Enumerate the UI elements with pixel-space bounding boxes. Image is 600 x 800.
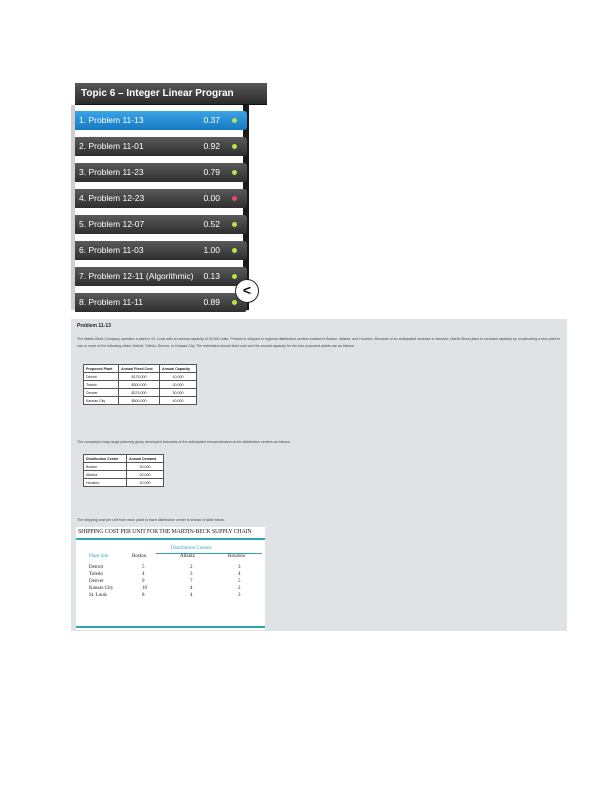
- nav-item-4[interactable]: [75, 189, 247, 208]
- plants-header-cell: Annual Capacity: [160, 365, 197, 373]
- shipping-cost-cell: 4: [142, 572, 145, 577]
- problem-intro-text: The Martin-Beck Company operates a plant in St. Louis with an annual capacity of 30,000 units. Product is shipped to regional distribution centers located in Boston, Atlanta, and Houston. Because of an anticipated increase in demand, Martin-Beck plans to increase capacity by constructing a new plant in one or more of the following cities: Detroit, Toledo, Denver, or Kansas City. The estimated annual fixed cost and the annual capacity for the four proposed plants are as follows:: [77, 337, 561, 348]
- demand-cell: Houston: [84, 479, 127, 487]
- shipping-cost-cell: 3: [190, 572, 193, 577]
- shipping-cost-cell: 4: [190, 593, 193, 598]
- plants-cell: 40,000: [160, 397, 197, 405]
- demand-cell: 30,000: [127, 463, 164, 471]
- collapse-nav-button[interactable]: <: [235, 279, 259, 303]
- demand-cell: 20,000: [127, 471, 164, 479]
- demand-header-cell: Annual Demand: [127, 455, 164, 463]
- table-row: [84, 479, 164, 487]
- shipping-column-header: Atlanta: [180, 554, 195, 559]
- nav-item-score: 0.52: [203, 219, 220, 229]
- shipping-bottom-rule: [76, 626, 265, 628]
- shipping-column-header: Houston: [228, 554, 245, 559]
- demand-cell: 20,000: [127, 479, 164, 487]
- shipping-cost-cell: 2: [190, 565, 193, 570]
- shipping-plant-site: Denver: [89, 579, 104, 584]
- status-dot-icon: [232, 222, 237, 227]
- nav-title: Topic 6 – Integer Linear Progran: [75, 83, 267, 105]
- nav-item-2[interactable]: [75, 137, 247, 156]
- table-row: [84, 381, 197, 389]
- demand-cell: Boston: [84, 463, 127, 471]
- problem-title: Problem 11-13: [77, 323, 111, 329]
- status-dot-icon: [232, 300, 237, 305]
- shipping-cost-cell: 3: [238, 593, 241, 598]
- demand-header-cell: Distribution Center: [84, 455, 127, 463]
- plants-header-cell: Annual Fixed Cost: [119, 365, 160, 373]
- table-row: [84, 397, 197, 405]
- nav-item-label: 3. Problem 11-23: [79, 167, 144, 177]
- demand-cell: Atlanta: [84, 471, 127, 479]
- plants-cell: $175,000: [119, 373, 160, 381]
- status-dot-icon: [232, 196, 237, 201]
- nav-item-score: 0.89: [203, 297, 220, 307]
- shipping-cost-cell: 10: [142, 586, 147, 591]
- plants-cell: $500,000: [119, 397, 160, 405]
- status-dot-icon: [232, 274, 237, 279]
- shipping-cost-cell: 4: [190, 586, 193, 591]
- shipping-cost-cell: 8: [142, 593, 145, 598]
- shipping-plant-site: Toledo: [89, 572, 103, 577]
- table-row: [84, 463, 164, 471]
- nav-item-score: 0.92: [203, 141, 220, 151]
- plant-site-header: Plant Site: [89, 554, 109, 559]
- demand-intro-text: The company's long-range planning group developed forecasts of the anticipated annual demand at the distribution centers as follows:: [77, 440, 291, 444]
- shipping-cost-cell: 9: [142, 579, 145, 584]
- nav-item-8[interactable]: [75, 293, 247, 312]
- nav-item-label: 4. Problem 12-23: [79, 193, 145, 203]
- nav-item-5[interactable]: [75, 215, 247, 234]
- nav-item-score: 0.00: [203, 193, 220, 203]
- table-row: [84, 389, 197, 397]
- shipping-cost-cell: 7: [190, 579, 193, 584]
- nav-item-label: 8. Problem 11-11: [79, 297, 143, 307]
- problem-panel: [71, 319, 567, 631]
- shipping-cost-table: [76, 527, 265, 630]
- shipping-top-rule: [76, 538, 265, 540]
- plants-cell: Denver: [84, 389, 119, 397]
- plants-cell: 20,000: [160, 381, 197, 389]
- nav-item-6[interactable]: [75, 241, 247, 260]
- table-row: [84, 373, 197, 381]
- distribution-centers-rule: [156, 553, 262, 554]
- problem-nav-panel: [71, 83, 267, 310]
- shipping-plant-site: Kansas City: [89, 586, 114, 591]
- plants-cell: Toledo: [84, 381, 119, 389]
- shipping-cost-cell: 2: [238, 586, 241, 591]
- shipping-cost-cell: 4: [238, 572, 241, 577]
- shipping-cost-cell: 3: [238, 565, 241, 570]
- nav-item-label: 1. Problem 11-13: [79, 115, 144, 125]
- nav-item-3[interactable]: [75, 163, 247, 182]
- nav-item-label: 2. Problem 11-01: [79, 141, 144, 151]
- nav-item-7[interactable]: [75, 267, 247, 286]
- nav-item-label: 6. Problem 11-03: [79, 245, 144, 255]
- shipping-cost-cell: 5: [238, 579, 241, 584]
- plants-cell: Detroit: [84, 373, 119, 381]
- shipping-plant-site: St. Louis: [89, 593, 108, 598]
- plants-cell: $300,000: [119, 381, 160, 389]
- proposed-plants-table: [83, 364, 197, 405]
- plants-cell: $375,000: [119, 389, 160, 397]
- plants-header-cell: Proposed Plant: [84, 365, 119, 373]
- shipping-cost-cell: 5: [142, 565, 145, 570]
- shipping-table-title: SHIPPING COST PER UNIT FOR THE MARTIN-BECK SUPPLY CHAIN: [78, 529, 252, 535]
- status-dot-icon: [232, 248, 237, 253]
- demand-table: [83, 454, 164, 487]
- status-dot-icon: [232, 118, 237, 123]
- plants-cell: Kansas City: [84, 397, 119, 405]
- nav-item-score: 0.79: [203, 167, 220, 177]
- shipping-plant-site: Detroit: [89, 565, 104, 570]
- shipping-intro-text: The shipping cost per unit from each plant to each distribution center is shown in table below.: [77, 518, 225, 522]
- nav-item-label: 7. Problem 12-11 (Algorithmic): [79, 271, 194, 281]
- plants-cell: 10,000: [160, 373, 197, 381]
- nav-item-1[interactable]: [75, 111, 247, 130]
- plants-cell: 30,000: [160, 389, 197, 397]
- nav-item-score: 1.00: [203, 245, 220, 255]
- status-dot-icon: [232, 170, 237, 175]
- status-dot-icon: [232, 144, 237, 149]
- distribution-centers-label: Distribution Centers: [171, 546, 212, 551]
- nav-item-label: 5. Problem 12-07: [79, 219, 145, 229]
- shipping-column-header: Boston: [132, 554, 147, 559]
- table-row: [84, 471, 164, 479]
- nav-item-score: 0.37: [203, 115, 220, 125]
- nav-item-score: 0.13: [203, 271, 220, 281]
